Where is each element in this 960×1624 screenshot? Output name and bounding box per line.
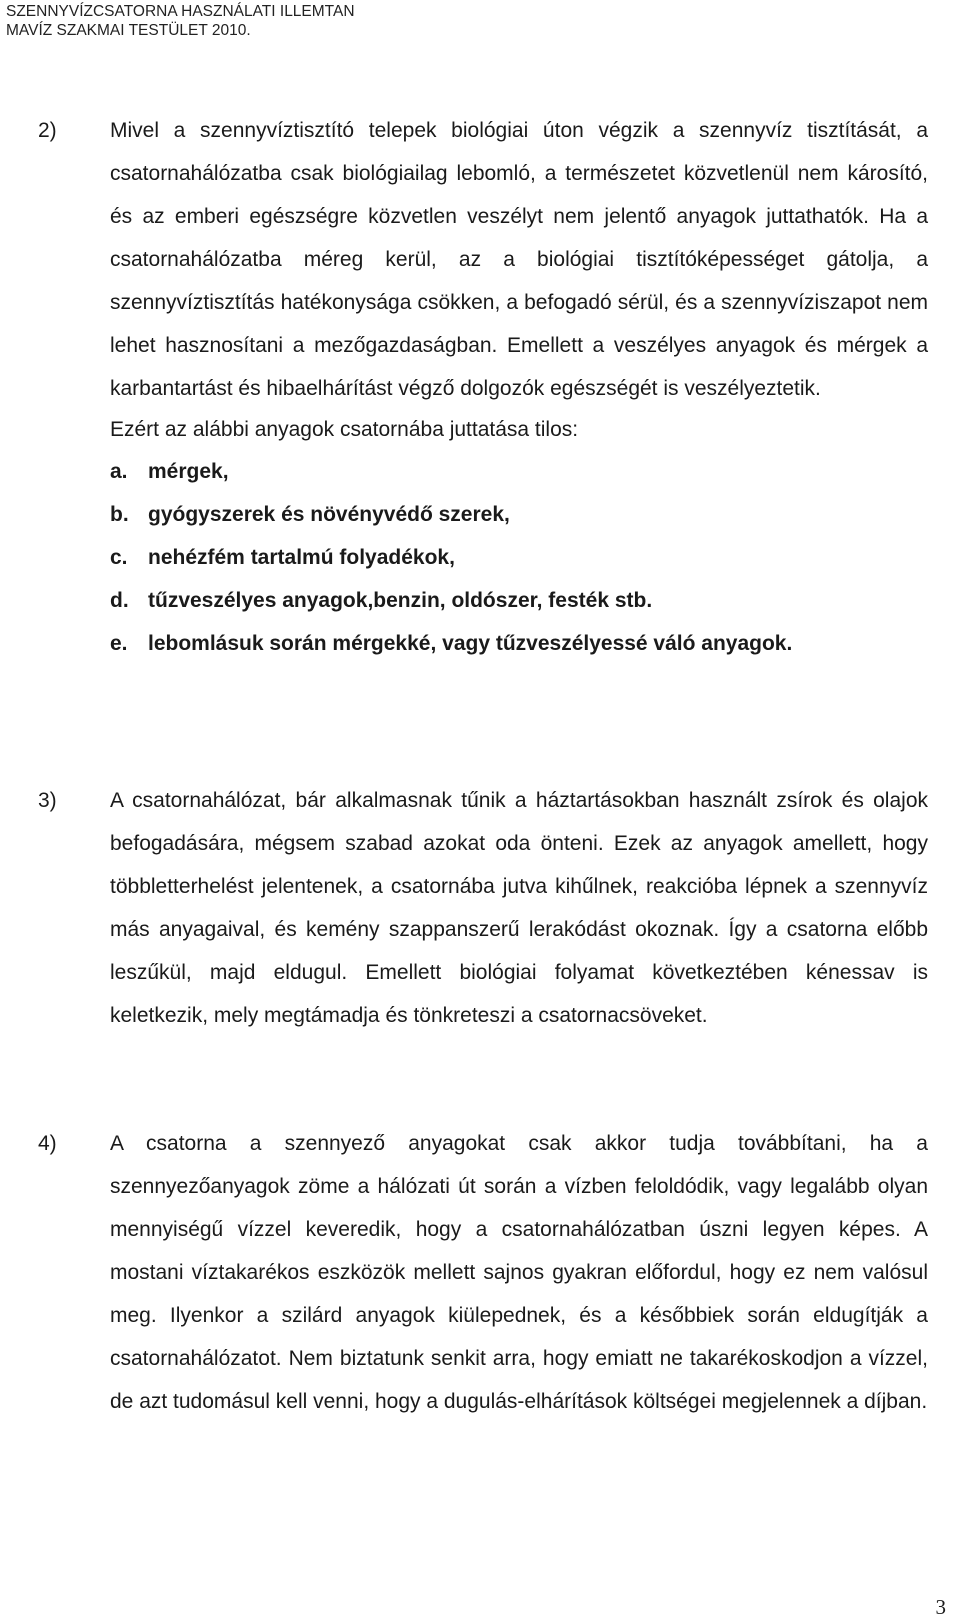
- list-item: [110, 622, 930, 665]
- list-item: [110, 579, 930, 622]
- list-item: [110, 536, 930, 579]
- list-item-text: gyógyszerek és növényvédő szerek,: [148, 503, 510, 526]
- section-paragraph: Mivel a szennyvíztisztító telepek biológiai úton végzik a szennyvíz tisztítását, a csatornahálózatba csak biológiailag lebomló, a természetet közvetlenül nem károsító, és az emberi egészségre közvetlen veszélyt nem jelentő anyagok juttathatók. Ha a csatornahálózatba méreg kerül, az a biológiai tisztítóképességet gátolja, a szennyvíztisztítás hatékonysága csökken, a befogadó sérül, és a szennyvíziszapot nem lehet hasznosítani a mezőgazdaságban. Emellett a veszélyes anyagok és mérgek a karbantartást és hibaelhárítást végző dolgozók egészségét is veszélyeztetik.: [110, 119, 928, 400]
- list-item-text: mérgek,: [148, 460, 229, 483]
- header-title: SZENNYVÍZCSATORNA HASZNÁLATI ILLEMTAN: [6, 3, 355, 20]
- prohibited-list: [110, 450, 930, 665]
- list-marker: d.: [110, 589, 129, 612]
- list-marker: a.: [110, 460, 128, 483]
- section-2: [38, 109, 930, 665]
- list-marker: c.: [110, 546, 128, 569]
- section-3: [38, 779, 930, 1037]
- section-paragraph: A csatornahálózat, bár alkalmasnak tűnik a háztartásokban használt zsírok és olajok befogadására, mégsem szabad azokat oda önteni. Ezek az anyagok amellett, hogy többletterhelést jelentenek, a csatornába jutva kihűlnek, reakcióba lépnek a szennyvíz más anyagaival, és kemény szappanszerű lerakódást okoznak. Így a csatorna előbb leszűkül, majd eldugul. Emellett biológiai folyamat következtében kénessav is keletkezik, mely megtámadja és tönkreteszi a csatornacsöveket.: [110, 789, 928, 1027]
- list-item-text: tűzveszélyes anyagok,benzin, oldószer, festék stb.: [148, 589, 653, 612]
- section-4: [38, 1122, 930, 1423]
- section-number: 2): [38, 119, 57, 142]
- page-number: 3: [935, 1595, 946, 1619]
- section-paragraph: A csatorna a szennyező anyagokat csak akkor tudja továbbítani, ha a szennyezőanyagok zöme a hálózati út során a vízben feloldódik, vagy legalább olyan mennyiségű vízzel keveredik, hogy a csatornahálózatban úszni legyen képes. A mostani víztakarékos eszközök mellett sajnos gyakran előfordul, hogy ez nem valósul meg. Ilyenkor a szilárd anyagok kiülepednek, és a későbbiek során eldugítják a csatornahálózatot. Nem biztatunk senkit arra, hogy emiatt ne takarékoskodjon a vízzel, de azt tudomásul kell venni, hogy a dugulás-elhárítások költségei megjelennek a díjban.: [110, 1132, 928, 1413]
- header-subtitle: MAVÍZ SZAKMAI TESTÜLET 2010.: [6, 22, 251, 39]
- section-number: 4): [38, 1132, 57, 1155]
- section-number: 3): [38, 789, 57, 812]
- list-item: [110, 493, 930, 536]
- list-lead: Ezért az alábbi anyagok csatornába juttatása tilos:: [110, 418, 579, 441]
- list-item: [110, 450, 930, 493]
- running-header: [6, 2, 355, 40]
- list-marker: b.: [110, 503, 129, 526]
- list-item-text: nehézfém tartalmú folyadékok,: [148, 546, 455, 569]
- list-marker: e.: [110, 632, 128, 655]
- list-item-text: lebomlásuk során mérgekké, vagy tűzveszélyessé váló anyagok.: [148, 632, 793, 655]
